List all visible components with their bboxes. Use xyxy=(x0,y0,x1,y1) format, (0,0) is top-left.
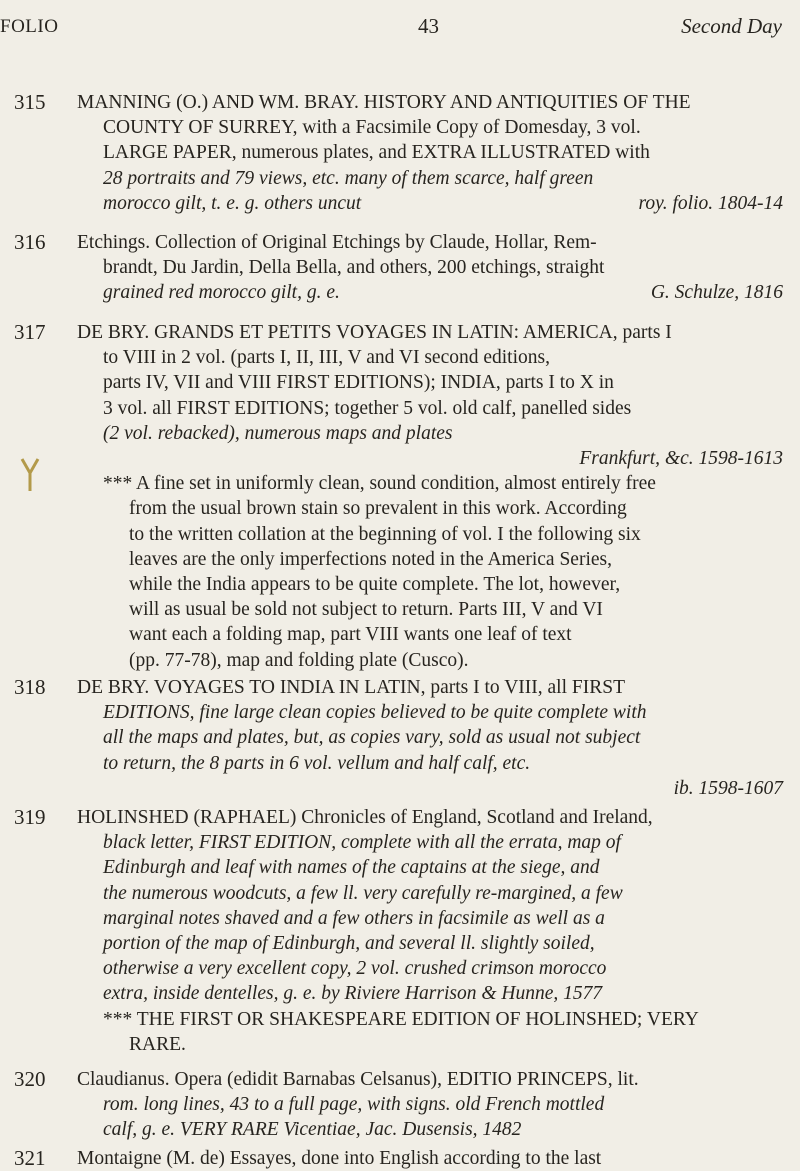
lot-number: 319 xyxy=(14,805,46,829)
lot-imprint: ib. 1598-1607 xyxy=(673,777,783,799)
lot-imprint: roy. folio. 1804-14 xyxy=(638,192,783,214)
lot-line: black letter, FIRST EDITION, complete with all the errata, map of xyxy=(103,832,621,854)
lot-line: Montaigne (M. de) Essayes, done into English according to the last xyxy=(77,1148,602,1169)
lot-line: otherwise a very excellent copy, 2 vol. crushed crimson morocco xyxy=(103,958,607,980)
lot-line: 3 vol. all FIRST EDITIONS; together 5 vol. old calf, panelled sides xyxy=(103,397,632,419)
lot-line: Edinburgh and leaf with names of the captains at the siege, and xyxy=(103,857,600,879)
lot-number: 320 xyxy=(14,1067,46,1091)
lot-line: DE BRY. VOYAGES TO INDIA IN LATIN, parts I to VIII, all FIRST xyxy=(77,677,625,698)
lot-binding: morocco gilt, t. e. g. others uncut xyxy=(103,192,362,214)
lot-imprint: G. Schulze, 1816 xyxy=(650,282,783,304)
header-format: FOLIO xyxy=(0,16,59,37)
lot-line: to VIII in 2 vol. (parts I, II, III, V and VI second editions, xyxy=(103,347,550,369)
page-header xyxy=(0,14,800,44)
lot-line: extra, inside dentelles, g. e. by Riviere Harrison & Hunne, 1577 xyxy=(103,983,603,1005)
lot-description xyxy=(77,675,783,801)
lot-note-line: while the India appears to be quite complete. The lot, however, xyxy=(129,574,621,596)
lot-number: 316 xyxy=(14,230,46,254)
lot-description xyxy=(77,805,783,1057)
lot-line xyxy=(77,191,783,216)
lot-note-line: from the usual brown stain so prevalent in this work. According xyxy=(129,498,627,520)
lot-description xyxy=(77,320,783,673)
lot-line: calf, g. e. VERY RARE Vicentiae, Jac. Dusensis, 1482 xyxy=(103,1119,522,1141)
lot-line: to return, the 8 parts in 6 vol. vellum and half calf, etc. xyxy=(103,752,531,774)
lot-line: rom. long lines, 43 to a full page, with signs. old French mottled xyxy=(103,1094,605,1116)
lot-note-line: to the written collation at the beginning of vol. I the following six xyxy=(129,523,641,545)
lot-line: Claudianus. Opera (edidit Barnabas Celsanus), EDITIO PRINCEPS, lit. xyxy=(77,1069,639,1090)
lot-note-line: leaves are the only imperfections noted in the America Series, xyxy=(129,548,612,570)
lot-note-line: *** THE FIRST OR SHAKESPEARE EDITION OF HOLINSHED; VERY xyxy=(103,1008,699,1030)
lot-number: 321 xyxy=(14,1146,46,1170)
lot-line: marginal notes shaved and a few others in facsimile as well as a xyxy=(103,907,605,929)
lot-number: 317 xyxy=(14,320,46,344)
lot-line: portion of the map of Edinburgh, and several ll. slightly soiled, xyxy=(103,933,595,955)
lot-number: 315 xyxy=(14,90,46,114)
lot-line: all the maps and plates, but, as copies vary, sold as usual not subject xyxy=(103,727,641,749)
page-number: 43 xyxy=(418,14,439,38)
lot-line: Etchings. Collection of Original Etchings by Claude, Hollar, Rem- xyxy=(77,232,597,253)
lot-note-line: want each a folding map, part VIII wants one leaf of text xyxy=(129,624,572,646)
lot-line: parts IV, VII and VIII FIRST EDITIONS); INDIA, parts I to X in xyxy=(103,372,614,394)
lot-description xyxy=(77,230,783,306)
lot-line xyxy=(77,280,783,305)
lot-line: HOLINSHED (RAPHAEL) Chronicles of England, Scotland and Ireland, xyxy=(77,807,653,828)
lot-imprint: Frankfurt, &c. 1598-1613 xyxy=(579,448,783,470)
lot-description xyxy=(77,1067,783,1143)
lot-note-line: RARE. xyxy=(129,1033,186,1055)
lot-line: 28 portraits and 79 views, etc. many of them scarce, half green xyxy=(103,167,594,189)
lot-description xyxy=(77,90,783,216)
lot-note-line: *** A fine set in uniformly clean, sound condition, almost entirely free xyxy=(103,473,656,495)
lot-line: the numerous woodcuts, a few ll. very carefully re-margined, a few xyxy=(103,882,623,904)
header-day: Second Day xyxy=(681,14,782,38)
lot-line: LARGE PAPER, numerous plates, and EXTRA ILLUSTRATED with xyxy=(103,142,650,164)
lot-line: brandt, Du Jardin, Della Bella, and others, 200 etchings, straight xyxy=(103,257,605,279)
lot-line: (2 vol. rebacked), numerous maps and plates xyxy=(103,422,453,444)
lot-binding: grained red morocco gilt, g. e. xyxy=(103,282,340,304)
lot-line: EDITIONS, fine large clean copies believed to be quite complete with xyxy=(103,702,647,724)
lot-note-line: will as usual be sold not subject to return. Parts III, V and VI xyxy=(129,599,603,621)
lot-line: DE BRY. GRANDS ET PETITS VOYAGES IN LATIN: AMERICA, parts I xyxy=(77,322,672,343)
lot-description xyxy=(77,1146,783,1171)
lot-note-line: (pp. 77-78), map and folding plate (Cusco). xyxy=(129,649,469,671)
lot-number: 318 xyxy=(14,675,46,699)
lot-line: COUNTY OF SURREY, with a Facsimile Copy of Domesday, 3 vol. xyxy=(103,117,641,139)
lot-line: MANNING (O.) AND WM. BRAY. HISTORY AND ANTIQUITIES OF THE xyxy=(77,92,691,113)
margin-mark-icon xyxy=(18,455,42,495)
